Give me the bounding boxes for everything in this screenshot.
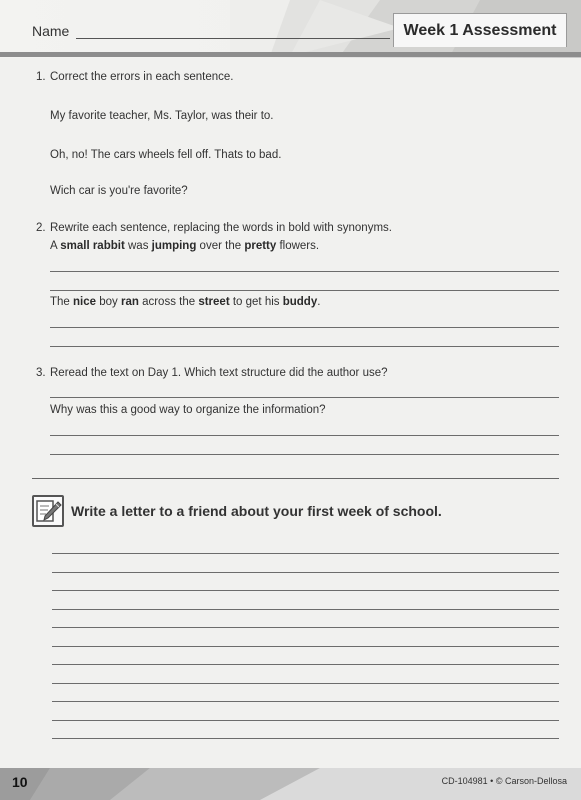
writing-line[interactable] xyxy=(52,646,559,647)
answer-line[interactable] xyxy=(50,327,559,328)
text-part: to get his xyxy=(229,296,283,308)
q3-followup: Why was this a good way to organize the information? xyxy=(50,404,326,416)
bold-word: buddy xyxy=(282,296,318,308)
text-part: flowers. xyxy=(276,240,320,252)
name-label: Name xyxy=(32,23,70,39)
q1-sentence-2: Oh, no! The cars wheels fell off. Thats to bad. xyxy=(50,149,282,161)
writing-line[interactable] xyxy=(52,683,559,684)
bold-word: pretty xyxy=(244,240,277,252)
writing-line[interactable] xyxy=(52,609,559,610)
q2-sentence-2 xyxy=(50,296,320,308)
q2-number: 2. xyxy=(36,222,46,234)
page-number: 10 xyxy=(12,774,28,790)
text-part: boy xyxy=(96,296,121,308)
q2-sentence-1 xyxy=(50,240,319,252)
footer-credit: CD-104981 • © Carson-Dellosa xyxy=(441,776,567,786)
q3-number: 3. xyxy=(36,367,46,379)
pencil-paper-icon xyxy=(32,495,64,527)
answer-line[interactable] xyxy=(50,454,559,455)
writing-line[interactable] xyxy=(52,572,559,573)
writing-line[interactable] xyxy=(52,664,559,665)
answer-line[interactable] xyxy=(50,290,559,291)
answer-line[interactable] xyxy=(50,271,559,272)
writing-line[interactable] xyxy=(52,701,559,702)
writing-line[interactable] xyxy=(52,720,559,721)
answer-line[interactable] xyxy=(50,397,559,398)
writing-line[interactable] xyxy=(52,738,559,739)
answer-line[interactable] xyxy=(50,346,559,347)
text-part: . xyxy=(317,296,321,308)
page-title: Week 1 Assessment xyxy=(393,13,567,47)
bold-word: ran xyxy=(120,296,139,308)
bold-word: street xyxy=(198,296,230,308)
answer-line[interactable] xyxy=(50,435,559,436)
q2-prompt: Rewrite each sentence, replacing the words in bold with synonyms. xyxy=(50,222,392,234)
text-part: over the xyxy=(196,240,245,252)
q1-number: 1. xyxy=(36,71,46,83)
text-part: was xyxy=(124,240,152,252)
section-divider xyxy=(32,478,559,479)
text-part: A xyxy=(50,240,61,252)
name-write-line[interactable] xyxy=(76,38,390,39)
writing-prompt: Write a letter to a friend about your first week of school. xyxy=(71,503,442,519)
bold-word: small rabbit xyxy=(60,240,125,252)
writing-line[interactable] xyxy=(52,590,559,591)
q3-prompt: Reread the text on Day 1. Which text structure did the author use? xyxy=(50,367,388,379)
writing-line[interactable] xyxy=(52,627,559,628)
writing-line[interactable] xyxy=(52,553,559,554)
text-part: The xyxy=(50,296,74,308)
bold-word: jumping xyxy=(151,240,197,252)
bold-word: nice xyxy=(73,296,97,308)
q1-sentence-3: Wich car is you're favorite? xyxy=(50,185,188,197)
q1-sentence-1: My favorite teacher, Ms. Taylor, was their to. xyxy=(50,110,274,122)
q1-prompt: Correct the errors in each sentence. xyxy=(50,71,234,83)
text-part: across the xyxy=(138,296,199,308)
header-rule xyxy=(0,52,581,57)
